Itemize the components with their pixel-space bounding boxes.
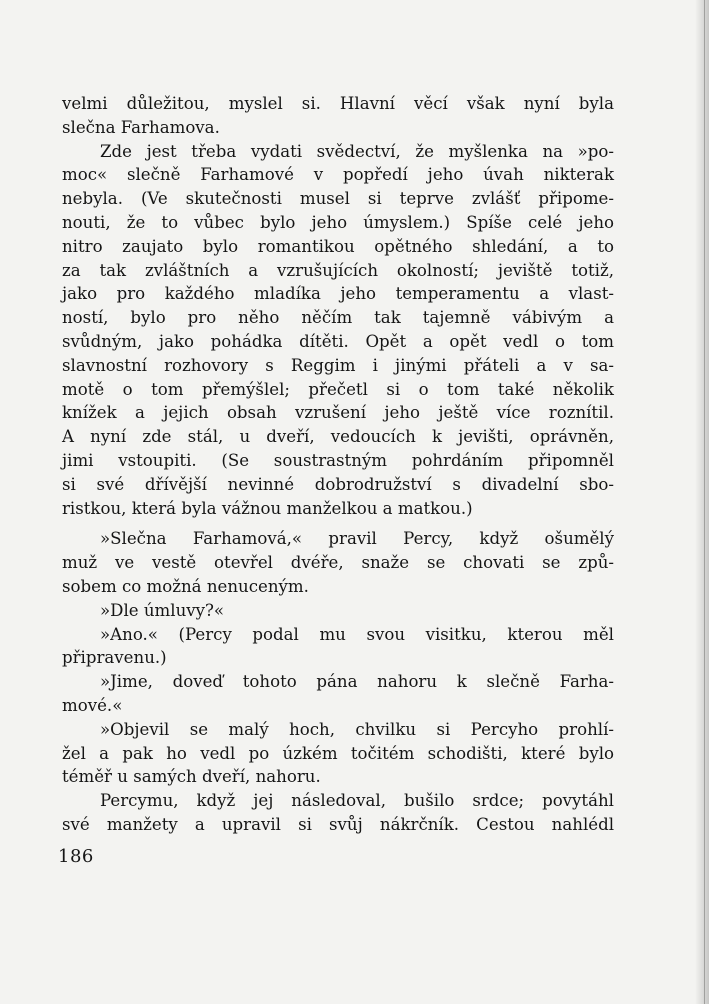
- text-line: ristkou, která byla vážnou manželkou a matkou.): [62, 498, 473, 518]
- text-line: svůdným, jako pohádka dítěti. Opět a opět vedl o tom: [62, 331, 614, 351]
- text-line: sobem co možná nenuceným.: [62, 576, 309, 596]
- text-line: motě o tom přemýšlel; přečetl si o tom také několik: [62, 379, 614, 399]
- text-line: si své dřívější nevinné dobrodružství s divadelní sbo-: [62, 474, 614, 494]
- text-line: moc« slečně Farhamové v popředí jeho úvah nikterak: [62, 165, 614, 185]
- text-line: za tak zvláštních a vzrušujících okolností; jeviště totiž,: [62, 260, 614, 280]
- text-line: Percymu, když jej následoval, bušilo srdce; povytáhl: [100, 791, 614, 811]
- text-line: »Jime, doveď tohoto pána nahoru k slečně Farha-: [100, 672, 614, 692]
- text-line: »Ano.« (Percy podal mu svou visitku, kterou měl: [100, 624, 614, 644]
- text-line: žel a pak ho vedl po úzkém točitém schodišti, které bylo: [62, 743, 614, 763]
- page-shadow: [695, 0, 709, 1004]
- text-line: své manžety a upravil si svůj nákrčník. Cestou nahlédl: [62, 814, 614, 834]
- text-line: slavnostní rozhovory s Reggim i jinými přáteli a v sa-: [62, 355, 614, 375]
- text-line: muž ve vestě otevřel dvéře, snaže se chovati se způ-: [62, 553, 614, 573]
- text-line: ností, bylo pro něho něčím tak tajemně vábivým a: [62, 308, 614, 328]
- text-line: nebyla. (Ve skutečnosti musel si teprve zvlášť připome-: [62, 189, 614, 209]
- text-line: připravenu.): [62, 648, 167, 668]
- text-line: nouti, že to vůbec bylo jeho úmyslem.) Spíše celé jeho: [62, 212, 614, 232]
- text-line: Zde jest třeba vydati svědectví, že myšlenka na »po-: [100, 141, 614, 161]
- text-line: jako pro každého mladíka jeho temperamentu a vlast-: [62, 284, 614, 304]
- page-number: 186: [58, 846, 94, 867]
- body-text: [62, 92, 614, 837]
- text-line: velmi důležitou, myslel si. Hlavní věcí však nyní byla: [62, 94, 614, 113]
- text-line: »Slečna Farhamová,« pravil Percy, když ošumělý: [100, 529, 614, 549]
- text-line: slečna Farhamova.: [62, 117, 220, 137]
- text-line: »Objevil se malý hoch, chvilku si Percyho prohlí-: [100, 719, 614, 739]
- text-line: »Dle úmluvy?«: [100, 600, 225, 620]
- text-line: nitro zaujato bylo romantikou opětného shledání, a to: [62, 236, 614, 256]
- text-line: A nyní zde stál, u dveří, vedoucích k jevišti, oprávněn,: [62, 427, 614, 447]
- text-line: mové.«: [62, 695, 123, 715]
- text-line: téměř u samých dveří, nahoru.: [62, 767, 321, 787]
- text-line: knížek a jejich obsah vzrušení jeho ještě více roznítil.: [62, 403, 614, 423]
- text-line: jimi vstoupiti. (Se soustrastným pohrdáním připomněl: [62, 450, 614, 470]
